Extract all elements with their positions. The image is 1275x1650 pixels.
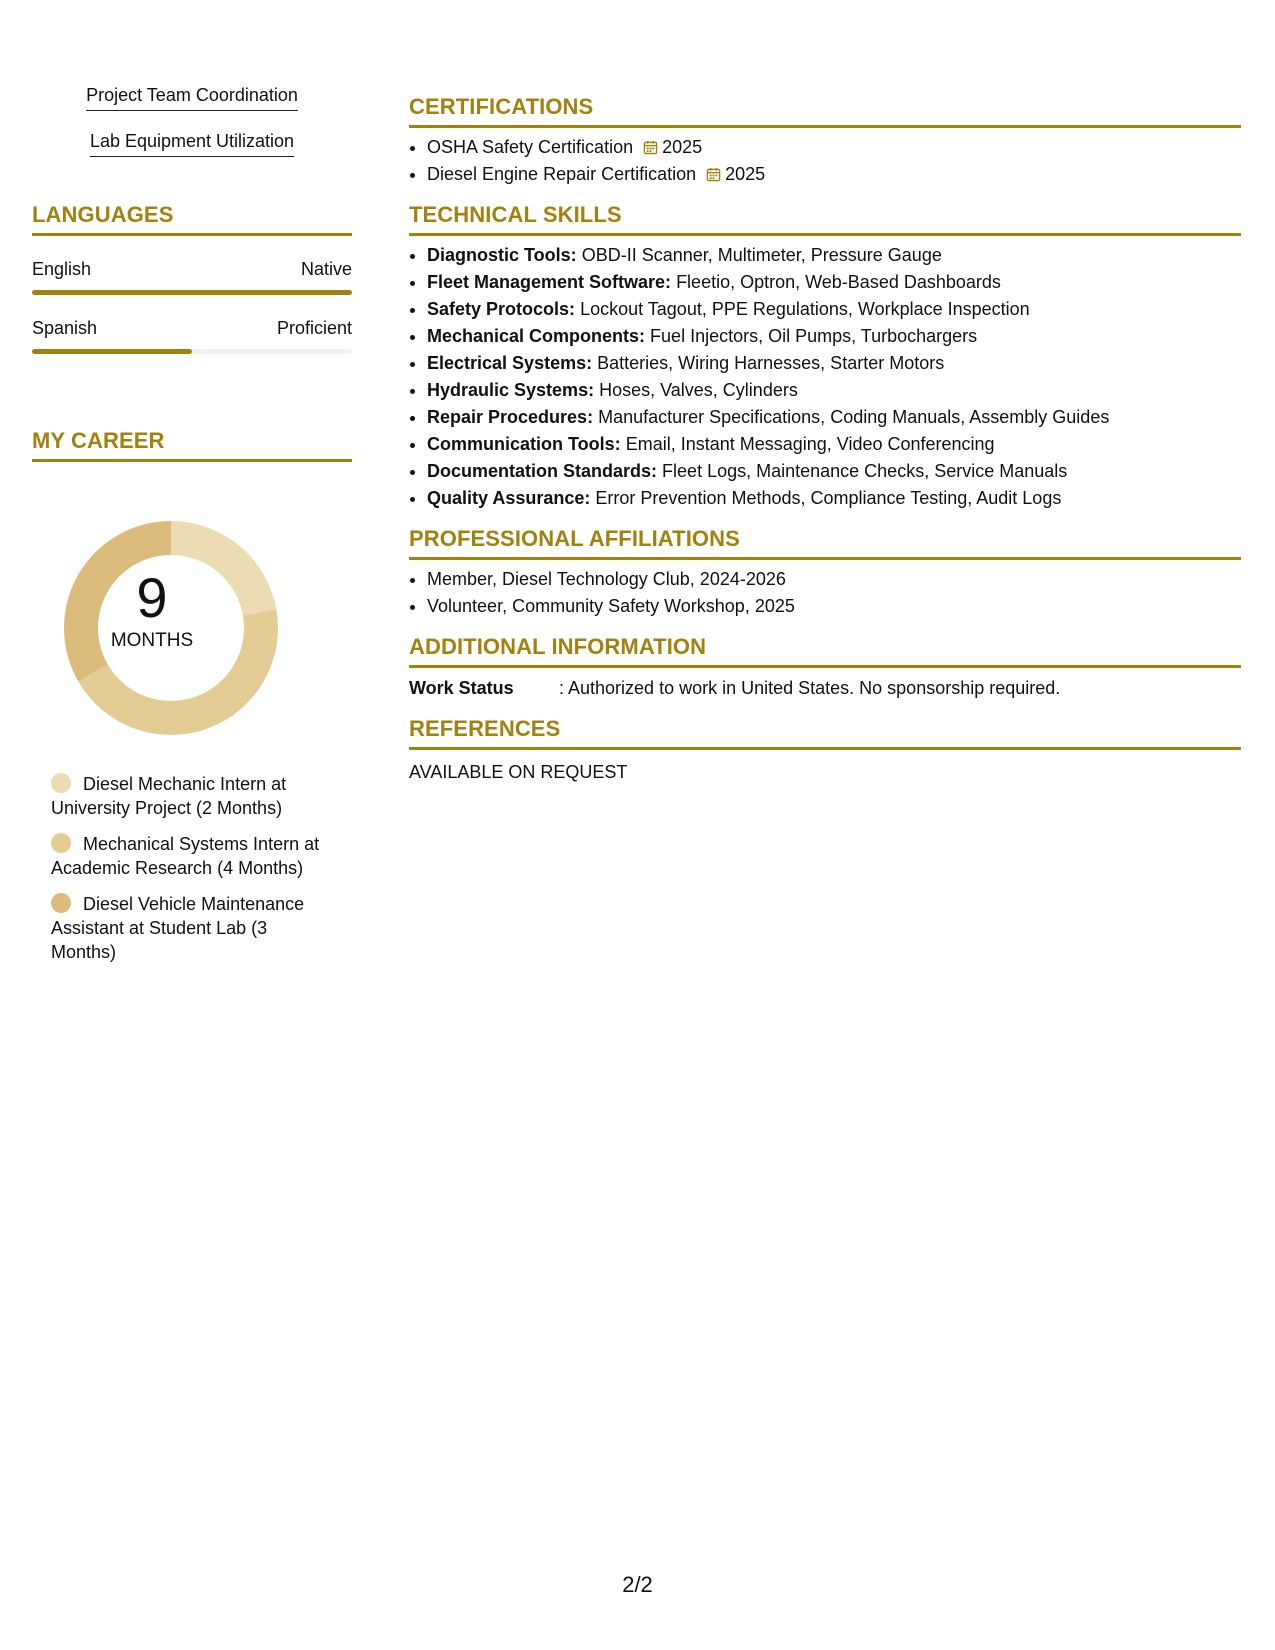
language-bar <box>32 290 352 295</box>
certification-item <box>427 161 1241 188</box>
skill-tag: Lab Equipment Utilization <box>90 130 294 157</box>
references-title: REFERENCES <box>409 716 1241 750</box>
language-item <box>32 317 352 354</box>
skill-item <box>427 431 1241 458</box>
skill-tags <box>32 84 352 176</box>
references-text: AVAILABLE ON REQUEST <box>409 762 628 782</box>
calendar-icon <box>643 140 658 155</box>
skill-item <box>427 350 1241 377</box>
additional-info-title: ADDITIONAL INFORMATION <box>409 634 1241 668</box>
skill-value: Lockout Tagout, PPE Regulations, Workplace Inspection <box>580 299 1030 319</box>
certification-name: Diesel Engine Repair Certification <box>427 164 697 184</box>
skill-value: Fuel Injectors, Oil Pumps, Turbochargers <box>650 326 978 346</box>
language-level: Proficient <box>276 318 352 338</box>
skill-label: Quality Assurance: <box>427 488 591 508</box>
career-donut-segment <box>78 609 278 735</box>
certification-item <box>427 134 1241 161</box>
additional-info-section <box>409 634 1241 700</box>
work-status-value: : Authorized to work in United States. No sponsorship required. <box>559 678 1061 698</box>
skill-label: Hydraulic Systems: <box>427 380 595 400</box>
right-column <box>409 94 1241 784</box>
career-title: MY CAREER <box>32 428 352 462</box>
technical-skills-title: TECHNICAL SKILLS <box>409 202 1241 236</box>
skill-value: Hoses, Valves, Cylinders <box>599 380 798 400</box>
language-level: Native <box>300 259 352 279</box>
language-item <box>32 258 352 295</box>
technical-skills-section <box>409 202 1241 512</box>
affiliation-item: • Member, Diesel Technology Club, 2024-2026 <box>427 566 1241 593</box>
skill-tag: Project Team Coordination <box>86 84 298 111</box>
skill-label: Diagnostic Tools: <box>427 245 577 265</box>
certifications-section <box>409 94 1241 188</box>
page-number: 2/2 <box>622 1572 653 1597</box>
legend-dot <box>51 773 71 793</box>
skill-label: Electrical Systems: <box>427 353 593 373</box>
skill-value: Fleetio, Optron, Web-Based Dashboards <box>676 272 1001 292</box>
legend-label: Mechanical Systems Intern at Academic Research (4 Months) <box>51 834 320 878</box>
skill-item <box>427 377 1241 404</box>
work-status-key: Work Status <box>409 678 514 698</box>
calendar-icon <box>706 167 721 182</box>
skill-value: Email, Instant Messaging, Video Conferencing <box>625 434 995 454</box>
affiliations-list <box>409 566 1241 620</box>
skill-item <box>427 242 1241 269</box>
career-donut-wrap <box>32 498 352 758</box>
references-section <box>409 716 1241 784</box>
career-section <box>32 428 352 964</box>
skill-label: Communication Tools: <box>427 434 621 454</box>
legend-label: Diesel Vehicle Maintenance Assistant at Student Lab (3 Months) <box>51 894 305 962</box>
skill-value: Fleet Logs, Maintenance Checks, Service Manuals <box>662 461 1068 481</box>
skill-label: Safety Protocols: <box>427 299 576 319</box>
language-name: Spanish <box>32 318 98 338</box>
skill-label: Mechanical Components: <box>427 326 646 346</box>
certification-year: 2025 <box>725 164 766 184</box>
languages-section <box>32 202 352 354</box>
certification-name: OSHA Safety Certification <box>427 137 634 157</box>
left-column <box>32 84 352 976</box>
affiliation-item: • Volunteer, Community Safety Workshop, 2025 <box>427 593 1241 620</box>
skill-item <box>427 485 1241 512</box>
skill-item <box>427 296 1241 323</box>
certifications-title: CERTIFICATIONS <box>409 94 1241 128</box>
skill-value: Manufacturer Specifications, Coding Manuals, Assembly Guides <box>598 407 1110 427</box>
languages-title: LANGUAGES <box>32 202 352 236</box>
language-bar-fill <box>32 349 192 354</box>
technical-skills-list <box>409 242 1241 512</box>
certification-year: 2025 <box>662 137 703 157</box>
affiliations-title: PROFESSIONAL AFFILIATIONS <box>409 526 1241 560</box>
skill-item <box>427 404 1241 431</box>
career-legend <box>32 772 331 964</box>
career-legend-item <box>51 832 331 880</box>
career-total-value: 9 <box>136 566 168 629</box>
skill-item <box>427 458 1241 485</box>
skill-value: Error Prevention Methods, Compliance Testing, Audit Logs <box>595 488 1062 508</box>
language-bar <box>32 349 352 354</box>
skill-label: Fleet Management Software: <box>427 272 672 292</box>
affiliations-section <box>409 526 1241 620</box>
legend-dot <box>51 893 71 913</box>
skill-item <box>427 323 1241 350</box>
career-legend-item <box>51 892 331 964</box>
skill-label: Documentation Standards: <box>427 461 658 481</box>
skill-value: Batteries, Wiring Harnesses, Starter Motors <box>597 353 945 373</box>
skill-label: Repair Procedures: <box>427 407 594 427</box>
legend-dot <box>51 833 71 853</box>
skill-value: OBD-II Scanner, Multimeter, Pressure Gauge <box>581 245 942 265</box>
language-name: English <box>32 259 92 279</box>
language-bar-fill <box>32 290 352 295</box>
skill-item <box>427 269 1241 296</box>
career-total-unit: MONTHS <box>110 630 194 651</box>
certifications-list <box>409 134 1241 188</box>
career-legend-item <box>51 772 331 820</box>
legend-label: Diesel Mechanic Intern at University Project (2 Months) <box>51 774 287 818</box>
work-status-row <box>409 676 1241 700</box>
